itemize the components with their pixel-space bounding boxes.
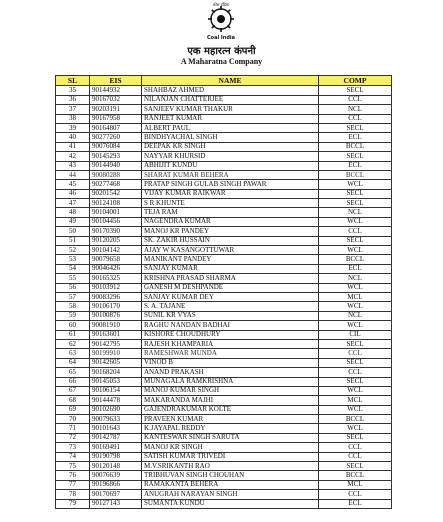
cell-comp: CIL bbox=[319, 330, 392, 339]
cell-sl: 52 bbox=[56, 246, 90, 255]
cell-eis: 90164807 bbox=[90, 123, 142, 132]
cell-sl: 40 bbox=[56, 133, 90, 142]
cell-comp: CCL bbox=[319, 490, 392, 499]
cell-sl: 51 bbox=[56, 236, 90, 245]
cell-name: ANAND PRAKASH bbox=[142, 368, 319, 377]
cell-comp: SECL bbox=[319, 462, 392, 471]
table-row bbox=[56, 274, 392, 283]
cell-eis: 90167958 bbox=[90, 114, 142, 123]
table-row bbox=[56, 264, 392, 273]
cell-eis: 90103912 bbox=[90, 283, 142, 292]
table-row bbox=[56, 405, 392, 414]
table-header-row bbox=[56, 76, 392, 86]
cell-name: KISHORE CHOUDHURY bbox=[142, 330, 319, 339]
cell-comp: WCL bbox=[319, 321, 392, 330]
cell-name: MANOJ KR SINGH bbox=[142, 443, 319, 452]
table-row bbox=[56, 358, 392, 367]
cell-eis: 90076639 bbox=[90, 471, 142, 480]
cell-name: ABHIJIT KUNDU bbox=[142, 161, 319, 170]
table-row bbox=[56, 311, 392, 320]
table-row bbox=[56, 330, 392, 339]
table-row bbox=[56, 292, 392, 301]
cell-name: SHARAT KUMAR BEHERA bbox=[142, 170, 319, 179]
cell-sl: 79 bbox=[56, 499, 90, 508]
cell-eis: 90277468 bbox=[90, 180, 142, 189]
table-row bbox=[56, 236, 392, 245]
cell-sl: 72 bbox=[56, 433, 90, 442]
cell-eis: 90163601 bbox=[90, 330, 142, 339]
cell-name: PRAVEEN KUMAR bbox=[142, 415, 319, 424]
cell-eis: 90083296 bbox=[90, 292, 142, 301]
cell-name: ALBERT PAUL bbox=[142, 123, 319, 132]
cell-sl: 71 bbox=[56, 424, 90, 433]
table-row bbox=[56, 415, 392, 424]
table-row bbox=[56, 339, 392, 348]
table-row bbox=[56, 424, 392, 433]
cell-comp: WCL bbox=[319, 180, 392, 189]
cell-name: RANJEET KUMAR bbox=[142, 114, 319, 123]
table-row bbox=[56, 152, 392, 161]
cell-sl: 54 bbox=[56, 264, 90, 273]
cell-name: GANESH M DESHPANDE bbox=[142, 283, 319, 292]
cell-sl: 35 bbox=[56, 86, 90, 95]
cell-eis: 90190798 bbox=[90, 452, 142, 461]
cell-name: MAKARANDA MAJHI bbox=[142, 396, 319, 405]
table-row bbox=[56, 480, 392, 489]
cell-comp: WCL bbox=[319, 386, 392, 395]
cell-sl: 36 bbox=[56, 95, 90, 104]
cell-comp: BCCL bbox=[319, 471, 392, 480]
cell-eis: 90080288 bbox=[90, 170, 142, 179]
table-row bbox=[56, 142, 392, 151]
cell-name: S R KHUNTE bbox=[142, 199, 319, 208]
cell-name: NAGENDRA KUMAR bbox=[142, 217, 319, 226]
table-row bbox=[56, 368, 392, 377]
cell-sl: 45 bbox=[56, 180, 90, 189]
cell-comp: BCCL bbox=[319, 170, 392, 179]
cell-eis: 90145293 bbox=[90, 152, 142, 161]
cell-sl: 63 bbox=[56, 349, 90, 358]
cell-eis: 90168204 bbox=[90, 368, 142, 377]
cell-name: SATISH KUMAR TRIVEDI bbox=[142, 452, 319, 461]
cell-name: RAMAKANTA BEHERA bbox=[142, 480, 319, 489]
cell-name: MUNAGALA RAMKRISHNA bbox=[142, 377, 319, 386]
cell-eis: 90196866 bbox=[90, 480, 142, 489]
cell-eis: 90199910 bbox=[90, 349, 142, 358]
cell-sl: 77 bbox=[56, 480, 90, 489]
cell-comp: MCL bbox=[319, 396, 392, 405]
cell-sl: 70 bbox=[56, 415, 90, 424]
cell-comp: SECL bbox=[319, 433, 392, 442]
cell-comp: MCL bbox=[319, 480, 392, 489]
cell-comp: WCL bbox=[319, 246, 392, 255]
cell-name: NAYYAR KHURSID bbox=[142, 152, 319, 161]
cell-eis: 90165325 bbox=[90, 274, 142, 283]
cell-sl: 42 bbox=[56, 152, 90, 161]
cell-sl: 39 bbox=[56, 123, 90, 132]
coal-india-logo bbox=[201, 2, 241, 42]
cell-sl: 62 bbox=[56, 339, 90, 348]
cell-name: BINDHYACHAL SINGH bbox=[142, 133, 319, 142]
column-header-eis: EIS bbox=[90, 76, 142, 86]
cell-eis: 90102690 bbox=[90, 405, 142, 414]
cell-sl: 43 bbox=[56, 161, 90, 170]
cell-eis: 90203191 bbox=[90, 105, 142, 114]
table-row bbox=[56, 170, 392, 179]
cell-eis: 90142605 bbox=[90, 358, 142, 367]
cell-comp: NCL bbox=[319, 208, 392, 217]
cell-name: AJAY W KASANGOTTUWAR bbox=[142, 246, 319, 255]
table-row bbox=[56, 396, 392, 405]
cell-name: VINOD B bbox=[142, 358, 319, 367]
table-body bbox=[56, 86, 392, 509]
cell-comp: ECL bbox=[319, 161, 392, 170]
cell-comp: CCL bbox=[319, 443, 392, 452]
english-tagline: A Maharatna Company bbox=[180, 57, 263, 66]
cell-sl: 46 bbox=[56, 189, 90, 198]
cell-name: RAMESHWAR MUNDA bbox=[142, 349, 319, 358]
cell-comp: CCL bbox=[319, 452, 392, 461]
cell-name: MANIKANT PANDEY bbox=[142, 255, 319, 264]
cell-sl: 73 bbox=[56, 443, 90, 452]
cell-name: K.JAYAPAL REDDY bbox=[142, 424, 319, 433]
cell-sl: 59 bbox=[56, 311, 90, 320]
cell-name: SANJEEV KUMAR THAKUR bbox=[142, 105, 319, 114]
cell-sl: 38 bbox=[56, 114, 90, 123]
cell-name: SHAHBAZ AHMED bbox=[142, 86, 319, 95]
cell-sl: 55 bbox=[56, 274, 90, 283]
cell-eis: 90104001 bbox=[90, 208, 142, 217]
cell-comp: BCCL bbox=[319, 415, 392, 424]
cell-sl: 47 bbox=[56, 199, 90, 208]
table-row bbox=[56, 180, 392, 189]
table-row bbox=[56, 471, 392, 480]
cell-sl: 75 bbox=[56, 462, 90, 471]
cell-name: SANJAY KUMAR DEY bbox=[142, 292, 319, 301]
cell-eis: 90081910 bbox=[90, 321, 142, 330]
cell-eis: 90106154 bbox=[90, 386, 142, 395]
column-header-name: NAME bbox=[142, 76, 319, 86]
cell-comp: CCL bbox=[319, 95, 392, 104]
cell-name: SANJAY KUMAR bbox=[142, 264, 319, 273]
table-row bbox=[56, 227, 392, 236]
cell-eis: 90124108 bbox=[90, 199, 142, 208]
table-row bbox=[56, 161, 392, 170]
table-row bbox=[56, 246, 392, 255]
cell-comp: SECL bbox=[319, 189, 392, 198]
employee-table bbox=[55, 75, 392, 509]
cell-name: TRIBHUVAN SINGH CHOUHAN bbox=[142, 471, 319, 480]
table-row bbox=[56, 133, 392, 142]
logo-hindi-text: कोल इंडिया bbox=[212, 2, 230, 7]
cell-name: GAJENDRAKUMAR KOLTE bbox=[142, 405, 319, 414]
table-row bbox=[56, 189, 392, 198]
table-row bbox=[56, 443, 392, 452]
table-row bbox=[56, 377, 392, 386]
table-row bbox=[56, 321, 392, 330]
cell-name: DEEPAK KR SINGH bbox=[142, 142, 319, 151]
table-row bbox=[56, 490, 392, 499]
cell-comp: SECL bbox=[319, 199, 392, 208]
document-header bbox=[0, 0, 443, 70]
cell-sl: 37 bbox=[56, 105, 90, 114]
cell-sl: 74 bbox=[56, 452, 90, 461]
cell-name: MANOJ KR PANDEY bbox=[142, 227, 319, 236]
table-row bbox=[56, 499, 392, 508]
cell-sl: 56 bbox=[56, 283, 90, 292]
cell-sl: 50 bbox=[56, 227, 90, 236]
cell-eis: 90046426 bbox=[90, 264, 142, 273]
cell-sl: 69 bbox=[56, 405, 90, 414]
table-row bbox=[56, 433, 392, 442]
table-row bbox=[56, 105, 392, 114]
cell-sl: 76 bbox=[56, 471, 90, 480]
cell-sl: 48 bbox=[56, 208, 90, 217]
cell-eis: 90076084 bbox=[90, 142, 142, 151]
cell-eis: 90101643 bbox=[90, 424, 142, 433]
cell-name: KANTESWAR SINGH SARUTA bbox=[142, 433, 319, 442]
cell-comp: WCL bbox=[319, 217, 392, 226]
table-row bbox=[56, 123, 392, 132]
cell-comp: MCL bbox=[319, 292, 392, 301]
table-row bbox=[56, 283, 392, 292]
table-row bbox=[56, 349, 392, 358]
cell-comp: ECL bbox=[319, 499, 392, 508]
table-row bbox=[56, 95, 392, 104]
cell-eis: 90144478 bbox=[90, 396, 142, 405]
cell-comp: WCL bbox=[319, 302, 392, 311]
cell-comp: SECL bbox=[319, 123, 392, 132]
cell-eis: 90167032 bbox=[90, 95, 142, 104]
cell-name: SK. ZAKIR HUSSAIN bbox=[142, 236, 319, 245]
cell-eis: 90142787 bbox=[90, 433, 142, 442]
cell-comp: NCL bbox=[319, 105, 392, 114]
table-row bbox=[56, 462, 392, 471]
cell-comp: ECL bbox=[319, 264, 392, 273]
cell-sl: 66 bbox=[56, 377, 90, 386]
cell-eis: 90144932 bbox=[90, 86, 142, 95]
cell-comp: WCL bbox=[319, 405, 392, 414]
table-row bbox=[56, 452, 392, 461]
cell-comp: CCL bbox=[319, 227, 392, 236]
cell-sl: 68 bbox=[56, 396, 90, 405]
cell-comp: SECL bbox=[319, 377, 392, 386]
cell-name: NILANJAN CHATTERJEE bbox=[142, 95, 319, 104]
cell-eis: 90277260 bbox=[90, 133, 142, 142]
column-header-sl: SL bbox=[56, 76, 90, 86]
cell-comp: BCCL bbox=[319, 142, 392, 151]
cell-sl: 64 bbox=[56, 358, 90, 367]
cell-sl: 49 bbox=[56, 217, 90, 226]
cell-comp: SECL bbox=[319, 358, 392, 367]
cell-eis: 90144940 bbox=[90, 161, 142, 170]
cell-sl: 41 bbox=[56, 142, 90, 151]
cell-comp: SECL bbox=[319, 86, 392, 95]
cell-name: PRATAP SINGH GULAB SINGH PAWAR bbox=[142, 180, 319, 189]
cell-eis: 90120148 bbox=[90, 462, 142, 471]
table-row bbox=[56, 302, 392, 311]
cell-eis: 90100876 bbox=[90, 311, 142, 320]
cell-name: RAGHU NANDAN BADHAI bbox=[142, 321, 319, 330]
table-row bbox=[56, 114, 392, 123]
cell-eis: 90170390 bbox=[90, 227, 142, 236]
table-row bbox=[56, 208, 392, 217]
cell-name: S. A. TAJANE bbox=[142, 302, 319, 311]
cell-name: M.V.SRIKANTH RAO bbox=[142, 462, 319, 471]
cell-name: KRISHNA PRASAD SHARMA bbox=[142, 274, 319, 283]
cell-comp: CCL bbox=[319, 368, 392, 377]
cell-sl: 58 bbox=[56, 302, 90, 311]
cell-name: SUNIL KR VYAS bbox=[142, 311, 319, 320]
logo-english-text: Coal India bbox=[206, 35, 236, 41]
cell-name: RAJESH KHAMPARIA bbox=[142, 339, 319, 348]
cell-name: VIJAY KUMAR RAIKWAR bbox=[142, 189, 319, 198]
cell-comp: WCL bbox=[319, 424, 392, 433]
cell-eis: 90104456 bbox=[90, 217, 142, 226]
cell-eis: 90127143 bbox=[90, 499, 142, 508]
cell-eis: 90170697 bbox=[90, 490, 142, 499]
cell-comp: SECL bbox=[319, 236, 392, 245]
cell-comp: BCCL bbox=[319, 255, 392, 264]
cell-sl: 67 bbox=[56, 386, 90, 395]
cell-comp: WCL bbox=[319, 283, 392, 292]
column-header-comp: COMP bbox=[319, 76, 392, 86]
cell-eis: 90079633 bbox=[90, 415, 142, 424]
cell-name: ANUGRAH NARAYAN SINGH bbox=[142, 490, 319, 499]
table-row bbox=[56, 217, 392, 226]
cell-comp: ECL bbox=[319, 133, 392, 142]
table-row bbox=[56, 255, 392, 264]
cell-sl: 57 bbox=[56, 292, 90, 301]
cell-comp: NCL bbox=[319, 311, 392, 320]
hindi-tagline: एक महारत्न कंपनी bbox=[187, 46, 256, 57]
cell-name: MANOJ KUMAR SINGH bbox=[142, 386, 319, 395]
cell-comp: NCL bbox=[319, 274, 392, 283]
cell-sl: 44 bbox=[56, 170, 90, 179]
table-row bbox=[56, 386, 392, 395]
cell-eis: 90169491 bbox=[90, 443, 142, 452]
cell-name: TEJA RAM bbox=[142, 208, 319, 217]
cell-comp: SECL bbox=[319, 339, 392, 348]
cell-eis: 90106170 bbox=[90, 302, 142, 311]
cell-comp: SECL bbox=[319, 152, 392, 161]
table-row bbox=[56, 86, 392, 95]
cell-sl: 78 bbox=[56, 490, 90, 499]
cell-eis: 90079658 bbox=[90, 255, 142, 264]
cell-sl: 61 bbox=[56, 330, 90, 339]
cell-eis: 90145053 bbox=[90, 377, 142, 386]
cell-eis: 90104142 bbox=[90, 246, 142, 255]
cell-sl: 60 bbox=[56, 321, 90, 330]
cell-sl: 53 bbox=[56, 255, 90, 264]
table-row bbox=[56, 199, 392, 208]
cell-sl: 65 bbox=[56, 368, 90, 377]
cell-eis: 90120205 bbox=[90, 236, 142, 245]
cell-comp: CCL bbox=[319, 114, 392, 123]
cell-comp: CCL bbox=[319, 349, 392, 358]
cell-eis: 90201542 bbox=[90, 189, 142, 198]
cell-eis: 90142795 bbox=[90, 339, 142, 348]
cell-name: SUMANTA KUNDU bbox=[142, 499, 319, 508]
